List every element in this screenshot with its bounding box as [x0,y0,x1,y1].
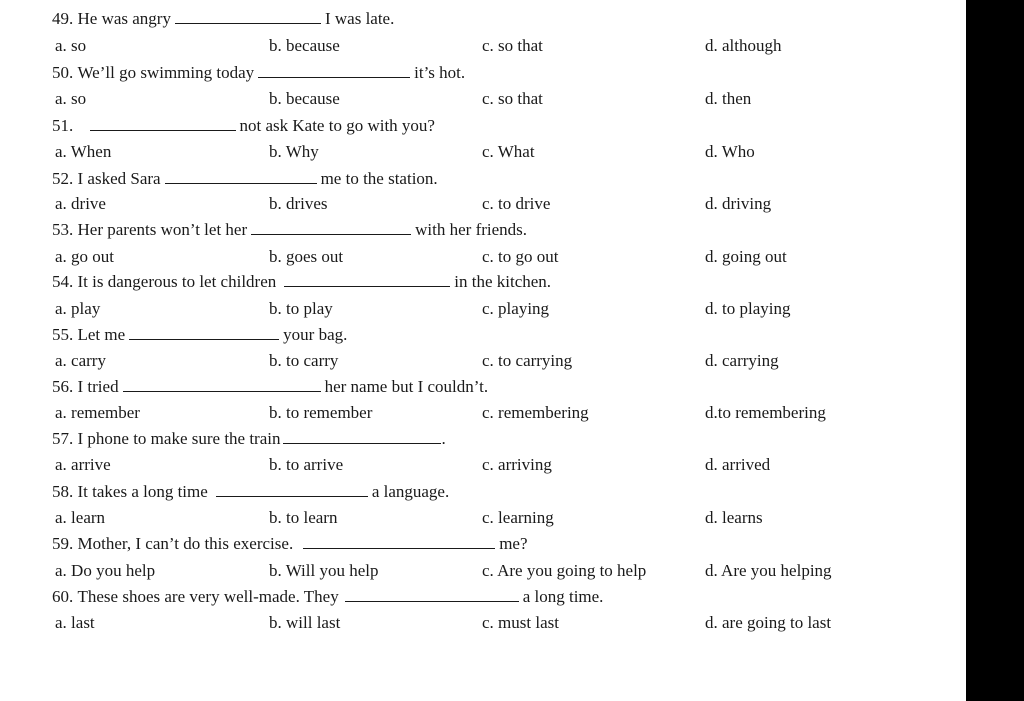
option-d[interactable]: d. arrived [705,455,771,474]
option-c[interactable]: c. learning [482,508,554,527]
question-58 [52,480,952,504]
question-text-before: I asked Sara [77,169,161,188]
question-54 [52,270,952,294]
option-c[interactable]: c. playing [482,299,550,318]
options-51 [52,140,952,164]
option-b[interactable]: b. goes out [269,247,344,266]
question-text-before: I phone to make sure the train [77,429,281,448]
answer-blank[interactable] [123,377,321,392]
question-50 [52,61,952,85]
cropped-previous-line [30,0,930,3]
answer-blank[interactable] [345,587,519,602]
answer-blank[interactable] [90,116,236,131]
options-57 [52,453,952,477]
option-d[interactable]: d. Are you helping [705,561,832,580]
question-56 [52,375,952,399]
question-text-before: It takes a long time [77,482,208,501]
options-55 [52,349,952,373]
question-text-after: me? [499,534,528,553]
option-d[interactable]: d. learns [705,508,763,527]
question-text-after: . [441,429,446,448]
option-c[interactable]: c. remembering [482,403,589,422]
question-60 [52,585,952,609]
question-text-before: We’ll go swimming today [77,63,255,82]
question-text-after: in the kitchen. [454,272,552,291]
question-text-after: a language. [371,482,450,501]
question-text-before: He was angry [77,9,171,28]
option-c[interactable]: c. arriving [482,455,552,474]
options-56 [52,401,952,425]
question-number: 58. [52,482,74,501]
answer-blank[interactable] [284,272,450,287]
question-number: 59. [52,534,74,553]
option-c[interactable]: c. to drive [482,194,551,213]
option-b[interactable]: b. Will you help [269,561,379,580]
option-d[interactable]: d. Who [705,142,755,161]
answer-blank[interactable] [303,534,495,549]
question-text-after: me to the station. [320,169,438,188]
option-c[interactable]: c. so that [482,36,543,55]
option-a[interactable]: a. so [55,89,87,108]
answer-blank[interactable] [216,482,368,497]
option-b[interactable]: b. Why [269,142,319,161]
option-b[interactable]: b. to carry [269,351,339,370]
question-number: 57. [52,429,74,448]
question-text-before: These shoes are very well-made. They [77,587,339,606]
option-a[interactable]: a. arrive [55,455,111,474]
question-number: 49. [52,9,74,28]
option-d[interactable]: d. driving [705,194,772,213]
option-b[interactable]: b. will last [269,613,341,632]
question-text-after: with her friends. [415,220,528,239]
black-side-bar [966,0,1024,701]
answer-blank[interactable] [165,169,317,184]
option-b[interactable]: b. because [269,36,340,55]
options-50 [52,87,952,111]
option-a[interactable]: a. learn [55,508,106,527]
option-c[interactable]: c. Are you going to help [482,561,647,580]
question-text-before: Mother, I can’t do this exercise. [77,534,294,553]
option-d[interactable]: d. are going to last [705,613,832,632]
option-c[interactable]: c. must last [482,613,559,632]
option-c[interactable]: c. What [482,142,535,161]
question-number: 51. [52,116,74,135]
options-60 [52,611,952,635]
answer-blank[interactable] [129,325,279,340]
question-51 [52,114,952,138]
options-52 [52,192,952,216]
option-a[interactable]: a. last [55,613,95,632]
question-number: 54. [52,272,74,291]
answer-blank[interactable] [251,220,411,235]
question-number: 56. [52,377,74,396]
question-number: 55. [52,325,74,344]
option-b[interactable]: b. to play [269,299,333,318]
option-d[interactable]: d.to remembering [705,403,826,422]
option-c[interactable]: c. so that [482,89,543,108]
options-54 [52,297,952,321]
option-d[interactable]: d. carrying [705,351,779,370]
option-a[interactable]: a. carry [55,351,106,370]
answer-blank[interactable] [175,9,321,24]
option-d[interactable]: d. although [705,36,782,55]
question-number: 53. [52,220,74,239]
options-58 [52,506,952,530]
question-text-before: It is dangerous to let children [77,272,277,291]
question-number: 50. [52,63,74,82]
question-number: 52. [52,169,74,188]
answer-blank[interactable] [258,63,410,78]
option-a[interactable]: a. remember [55,403,140,422]
question-number: 60. [52,587,74,606]
question-52 [52,167,952,191]
option-a[interactable]: a. so [55,36,87,55]
question-text-after: your bag. [283,325,348,344]
options-59 [52,559,952,583]
option-a[interactable]: a. play [55,299,101,318]
option-a[interactable]: a. Do you help [55,561,156,580]
question-55 [52,323,952,347]
option-d[interactable]: d. to playing [705,299,791,318]
option-b[interactable]: b. to remember [269,403,373,422]
option-d[interactable]: d. then [705,89,752,108]
option-d[interactable]: d. going out [705,247,787,266]
question-text-before: I tried [77,377,119,396]
option-a[interactable]: a. drive [55,194,106,213]
options-49 [52,34,952,58]
option-b[interactable]: b. to learn [269,508,338,527]
option-b[interactable]: b. drives [269,194,328,213]
question-text-after: I was late. [324,9,395,28]
question-text-before: Her parents won’t let her [77,220,248,239]
question-53 [52,218,952,242]
question-59 [52,532,952,556]
question-text-after: it’s hot. [414,63,466,82]
question-49 [52,7,952,31]
question-text-before: Let me [77,325,126,344]
option-a[interactable]: a. When [55,142,112,161]
option-b[interactable]: b. to arrive [269,455,344,474]
options-53 [52,245,952,269]
option-b[interactable]: b. because [269,89,340,108]
option-c[interactable]: c. to carrying [482,351,573,370]
option-a[interactable]: a. go out [55,247,115,266]
question-text-after: not ask Kate to go with you? [239,116,435,135]
answer-blank[interactable] [283,429,441,444]
question-text-after: her name but I couldn’t. [324,377,489,396]
question-57 [52,427,952,451]
question-text-after: a long time. [522,587,604,606]
option-c[interactable]: c. to go out [482,247,559,266]
